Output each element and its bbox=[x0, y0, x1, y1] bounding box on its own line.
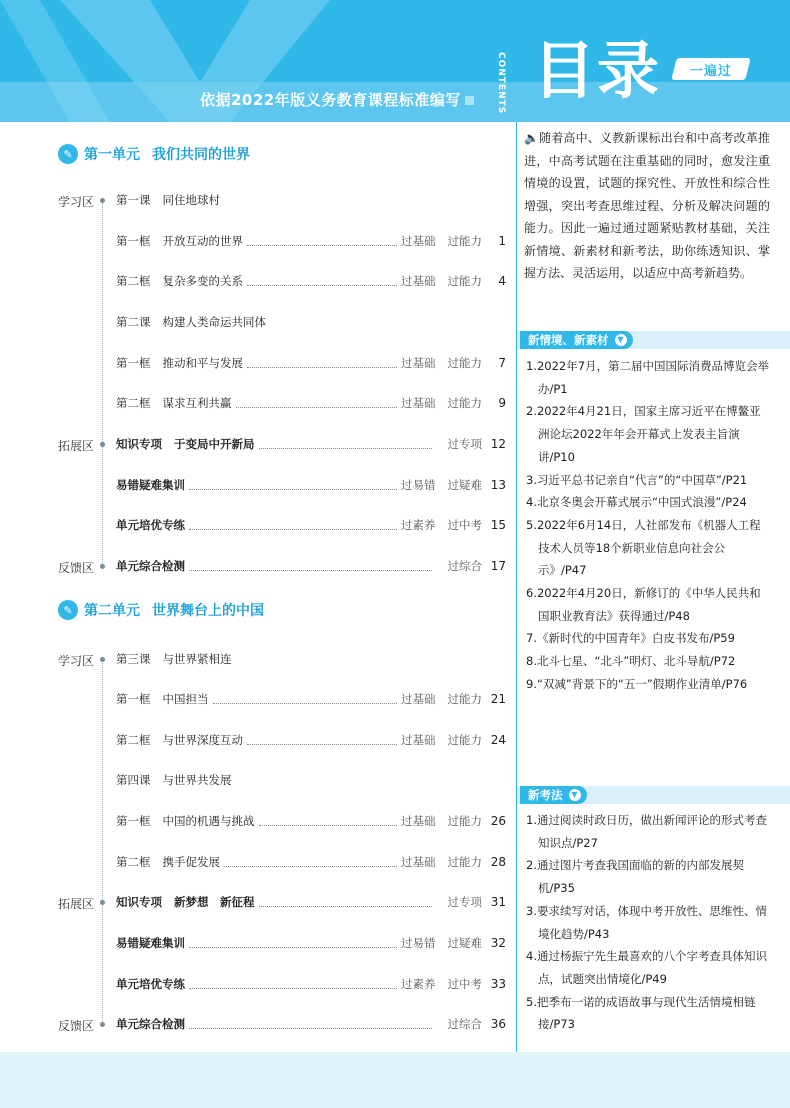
list-item: 4.通过杨振宁先生最喜欢的八个字考查具体知识点，试题突出情境化/P49 bbox=[526, 949, 767, 986]
zone-expand: 拓展区 bbox=[58, 439, 95, 453]
zone-dot bbox=[100, 1022, 105, 1027]
toc-lesson[interactable]: 第一课 同住地球村 bbox=[116, 193, 220, 207]
toc-entry[interactable]: 知识专项 于变局中开新局 过专项 12 bbox=[116, 437, 506, 451]
toc-entry[interactable]: 知识专项 新梦想 新征程 过专项 31 bbox=[116, 895, 506, 909]
list-item: 6.2022年4月20日，新修订的《中华人民共和国职业教育法》获得通过/P48 bbox=[526, 586, 761, 623]
list-item: 8.北斗七星、“北斗”明灯、北斗导航/P72 bbox=[526, 654, 736, 669]
unit-1-line bbox=[102, 198, 104, 566]
zone-dot bbox=[100, 564, 105, 569]
toc-entry[interactable]: 单元综合检测 过综合 17 bbox=[116, 559, 506, 573]
subtitle-mark-icon bbox=[465, 96, 474, 105]
chevron-down-icon: ▼ bbox=[615, 334, 627, 346]
toc-entry[interactable]: 第一框 开放互动的世界 过基础 过能力 1 bbox=[116, 234, 506, 248]
list-item: 2.2022年4月21日，国家主席习近平在博鳌亚洲论坛2022年年会开幕式上发表主旨演讲/P10 bbox=[526, 404, 761, 464]
list-item: 1.2022年7月，第二届中国国际消费品博览会举办/P1 bbox=[526, 359, 770, 396]
intro-text: 🔈随着高中、义教新课标出台和中高考改革推进，中高考试题在注重基础的同时，愈发注重情境的设置，试题的探究性、开放性和综合性增强，突出考查思维过程、分析及解决问题的能力。因此一遍过通过题紧贴教材基础，关注新情境、新素材和新考法，助你练透知识、掌握方法、灵活运用，以适应中高考新趋势。 bbox=[524, 131, 770, 280]
list-item: 3.习近平总书记亲自“代言”的“中国草”/P21 bbox=[526, 472, 748, 487]
toc-entry[interactable]: 易错疑难集训 过易错 过疑难 32 bbox=[116, 936, 506, 950]
toc-entry[interactable]: 单元综合检测 过综合 36 bbox=[116, 1017, 506, 1031]
list-item: 5.把季布一诺的成语故事与现代生活情境相链接/P73 bbox=[526, 994, 756, 1032]
toc-entry[interactable]: 第二框 与世界深度互动 过基础 过能力 24 bbox=[116, 733, 506, 747]
list-item: 7.《新时代的中国青年》白皮书发布/P59 bbox=[526, 631, 735, 646]
chevron-down-icon: ▼ bbox=[569, 789, 581, 801]
page-title: 目录 bbox=[533, 34, 662, 107]
list-item: 4.北京冬奥会开幕式展示“中国式浪漫”/P24 bbox=[526, 495, 747, 510]
zone-dot bbox=[100, 657, 105, 662]
zone-dot bbox=[100, 198, 105, 203]
toc-entry[interactable]: 单元培优专练 过素养 过中考 15 bbox=[116, 518, 506, 532]
contents-word: CONTENTS bbox=[496, 52, 506, 115]
pen-icon: ✎ bbox=[58, 600, 78, 620]
zone-dot bbox=[100, 900, 105, 905]
toc-lesson[interactable]: 第三课 与世界紧相连 bbox=[116, 652, 232, 666]
zone-feedback: 反馈区 bbox=[58, 561, 95, 575]
toc-entry[interactable]: 第一框 中国担当 过基础 过能力 21 bbox=[116, 692, 506, 706]
header-banner bbox=[0, 0, 790, 122]
unit-1-title: ✎ 第一单元 我们共同的世界 bbox=[58, 144, 250, 164]
brand-logo: 一遍过 bbox=[671, 58, 750, 80]
unit-2-title: ✎ 第二单元 世界舞台上的中国 bbox=[58, 600, 264, 620]
list-item: 3.要求续写对话，体现中考开放性、思维性、情境化趋势/P43 bbox=[526, 903, 767, 941]
toc-lesson[interactable]: 第二课 构建人类命运共同体 bbox=[116, 315, 266, 329]
zone-expand: 拓展区 bbox=[58, 897, 95, 911]
footer-band bbox=[0, 1052, 790, 1108]
new-material-list bbox=[526, 355, 770, 696]
new-method-list bbox=[526, 809, 770, 1036]
list-item: 5.2022年6月14日，人社部发布《机器人工程技术人员等18个新职业信息向社会公示》/P47 bbox=[526, 517, 761, 578]
zone-feedback: 反馈区 bbox=[58, 1019, 95, 1033]
zone-dot bbox=[100, 442, 105, 447]
speaker-icon: 🔈 bbox=[524, 131, 540, 145]
header-subtitle: 依据2022年版义务教育课程标准编写 bbox=[200, 89, 474, 110]
section-heading-new-method: 新考法 ▼ bbox=[520, 786, 587, 804]
section-heading-new-material: 新情境、新素材 ▼ bbox=[520, 331, 633, 349]
toc-entry[interactable]: 单元培优专练 过素养 过中考 33 bbox=[116, 977, 506, 991]
column-divider bbox=[516, 122, 517, 1052]
toc-entry[interactable]: 第二框 携手促发展 过基础 过能力 28 bbox=[116, 855, 506, 869]
pen-icon: ✎ bbox=[58, 144, 78, 164]
unit-2-line bbox=[102, 658, 104, 1026]
toc-entry[interactable]: 第二框 谋求互利共赢 过基础 过能力 9 bbox=[116, 396, 506, 410]
zone-study: 学习区 bbox=[58, 654, 95, 668]
list-item: 9.“双减”背景下的“五一”假期作业清单/P76 bbox=[526, 676, 748, 691]
zone-study: 学习区 bbox=[58, 195, 95, 209]
list-item: 2.通过图片考查我国面临的新的内部发展契机/P35 bbox=[526, 858, 744, 896]
toc-entry[interactable]: 第一框 推动和平与发展 过基础 过能力 7 bbox=[116, 356, 506, 370]
list-item: 1.通过阅读时政日历，做出新闻评论的形式考查知识点/P27 bbox=[526, 813, 767, 850]
toc-entry[interactable]: 第一框 中国的机遇与挑战 过基础 过能力 26 bbox=[116, 814, 506, 828]
toc-entry[interactable]: 第二框 复杂多变的关系 过基础 过能力 4 bbox=[116, 274, 506, 288]
toc-entry[interactable]: 易错疑难集训 过易错 过疑难 13 bbox=[116, 478, 506, 492]
toc-lesson[interactable]: 第四课 与世界共发展 bbox=[116, 773, 232, 787]
